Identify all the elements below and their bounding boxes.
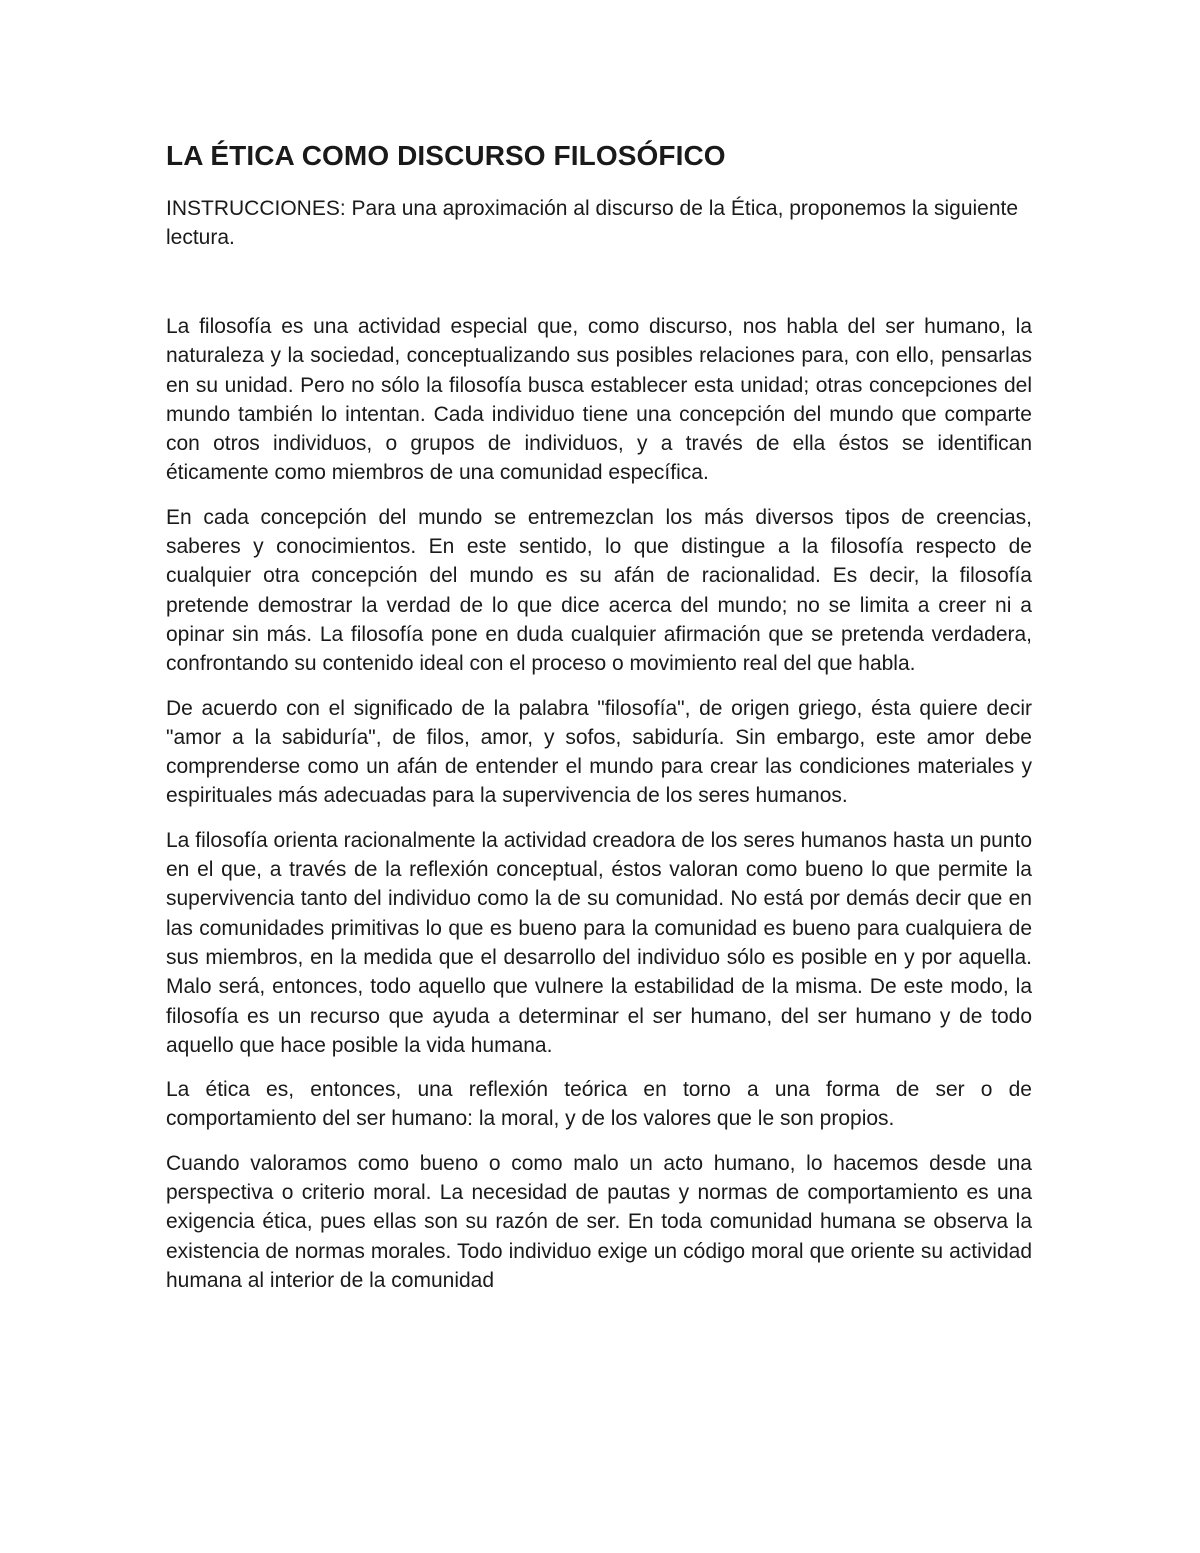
paragraph-4: La filosofía orienta racionalmente la actividad creadora de los seres humanos hasta un punto en el que, a través de la reflexión conceptual, éstos valoran como bueno lo que permite la supervivencia tanto del individuo como la de su comunidad. No está por demás decir que en las comunidades primitivas lo que es bueno para la comunidad es bueno para cualquiera de sus miembros, en la medida que el desarrollo del individuo sólo es posible en y por aquella. Malo será, entonces, todo aquello que vulnere la estabilidad de la misma. De este modo, la filosofía es un recurso que ayuda a determinar el ser humano, del ser humano y de todo aquello que hace posible la vida humana. xyxy=(166,828,1032,1057)
instructions-text: INSTRUCCIONES: Para una aproximación al discurso de la Ética, proponemos la siguiente lectura. xyxy=(166,197,1019,249)
document-title: LA ÉTICA COMO DISCURSO FILOSÓFICO xyxy=(166,140,726,171)
paragraph-5: La ética es, entonces, una reflexión teórica en torno a una forma de ser o de comportamiento del ser humano: la moral, y de los valores que le son propios. xyxy=(166,1078,1032,1131)
paragraph-6: Cuando valoramos como bueno o como malo un acto humano, lo hacemos desde una perspectiva o criterio moral. La necesidad de pautas y normas de comportamiento es una exigencia ética, pues ellas son su razón de ser. En toda comunidad humana se observa la existencia de normas morales. Todo individuo exige un código moral que oriente su actividad humana al interior de la comunidad xyxy=(166,1151,1032,1292)
paragraph-3: De acuerdo con el significado de la palabra "filosofía", de origen griego, ésta quiere decir "amor a la sabiduría", de filos, amor, y sofos, sabiduría. Sin embargo, este amor debe comprenderse como un afán de entender el mundo para crear las condiciones materiales y espirituales más adecuadas para la supervivencia de los seres humanos. xyxy=(166,696,1032,808)
paragraph-1: La filosofía es una actividad especial que, como discurso, nos habla del ser humano, la naturaleza y la sociedad, conceptualizando sus posibles relaciones para, con ello, pensarlas en su unidad. Pero no sólo la filosofía busca establecer esta unidad; otras concepciones del mundo también lo intentan. Cada individuo tiene una concepción del mundo que comparte con otros individuos, o grupos de individuos, y a través de ella éstos se identifican éticamente como miembros de una comunidad específica. xyxy=(166,315,1032,485)
document-page xyxy=(166,138,1032,1310)
paragraph-2: En cada concepción del mundo se entremezclan los más diversos tipos de creencias, saberes y conocimientos. En este sentido, lo que distingue a la filosofía respecto de cualquier otra concepción del mundo es su afán de racionalidad. Es decir, la filosofía pretende demostrar la verdad de lo que dice acerca del mundo; no se limita a creer ni a opinar sin más. La filosofía pone en duda cualquier afirmación que se pretenda verdadera, confrontando su contenido ideal con el proceso o movimiento real del que habla. xyxy=(166,505,1032,676)
